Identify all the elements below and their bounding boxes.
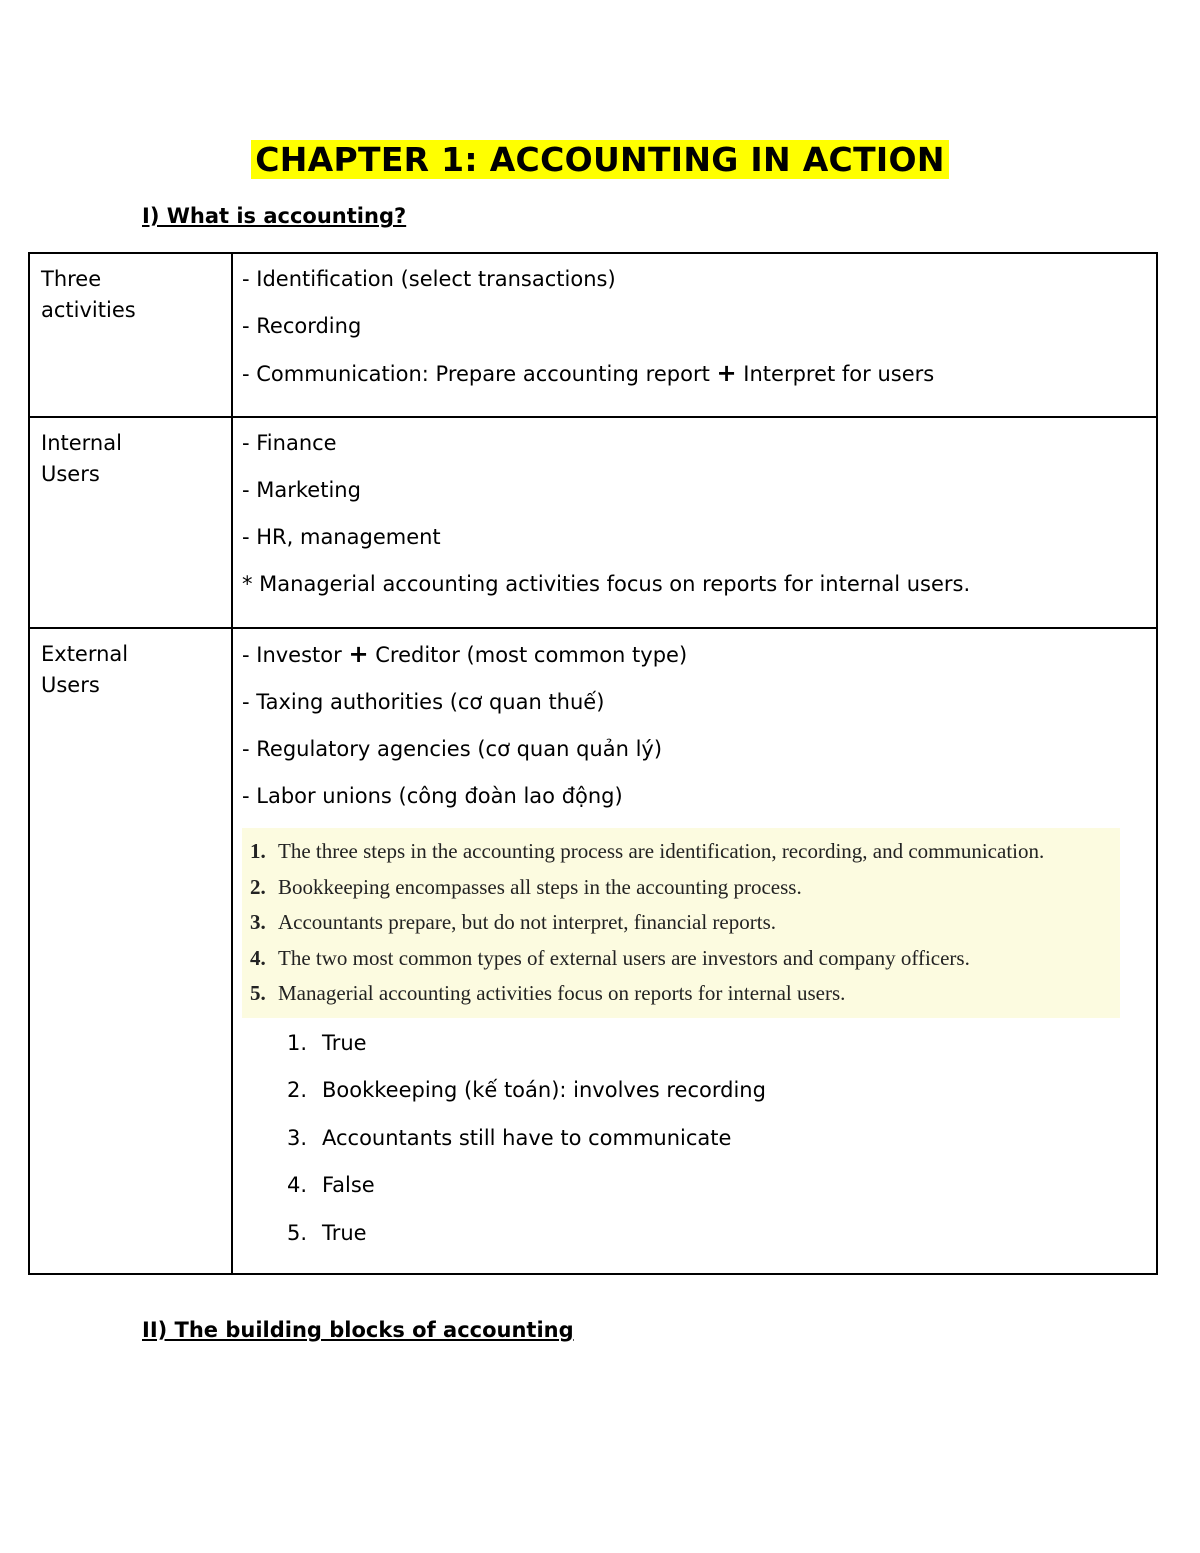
row-label-line: External [41, 642, 129, 666]
plus-symbol: + [716, 359, 737, 387]
answer-list [242, 1028, 1146, 1249]
answer-item [287, 1123, 1146, 1154]
answer-number: 2. [287, 1078, 308, 1102]
row-content [232, 417, 1157, 628]
row-label [29, 628, 232, 1274]
chapter-title: CHAPTER 1: ACCOUNTING IN ACTION [251, 140, 949, 179]
list-item: - Marketing [242, 478, 361, 502]
list-item [242, 358, 1146, 390]
answer-text: False [322, 1173, 375, 1197]
answer-text: Accountants still have to communicate [322, 1125, 732, 1150]
answer-item [287, 1028, 1146, 1059]
quiz-item-text: Bookkeeping encompasses all steps in the accounting process. [278, 874, 802, 899]
answer-number: 5. [287, 1220, 308, 1245]
list-item: - Regulatory agencies (cơ quan quản lý) [242, 737, 663, 761]
row-content [232, 628, 1157, 1274]
row-label-line: Users [41, 673, 100, 697]
quiz-item-text: The two most common types of external users are investors and company officers. [278, 945, 970, 970]
list-item: - Taxing authorities (cơ quan thuế) [242, 690, 605, 714]
answer-item [287, 1075, 1146, 1106]
communication-text: - Communication: Prepare accounting report [242, 362, 717, 386]
list-item: * Managerial accounting activities focus on reports for internal users. [242, 572, 971, 596]
list-item: - Finance [242, 431, 337, 455]
table-row [29, 628, 1157, 1274]
chapter-title-wrap [0, 140, 1200, 179]
list-item: - Labor unions (công đoàn lao động) [242, 784, 623, 808]
answer-number: 4. [287, 1173, 308, 1197]
quiz-item-number: 3. [250, 910, 266, 934]
quiz-item [242, 941, 1120, 977]
quiz-item-number: 2. [250, 874, 266, 899]
quiz-excerpt [242, 828, 1120, 1018]
row-label [29, 253, 232, 417]
answer-number: 3. [287, 1125, 308, 1150]
answer-text: True [322, 1220, 367, 1245]
table-row [29, 253, 1157, 417]
plus-symbol: + [348, 640, 369, 668]
row-label-line: activities [41, 298, 136, 322]
quiz-item [242, 905, 1120, 941]
section-heading-what-is-accounting: I) What is accounting? [142, 204, 407, 228]
quiz-item-text: Managerial accounting activities focus on reports for internal users. [278, 981, 846, 1005]
section-heading-building-blocks: II) The building blocks of accounting [142, 1318, 574, 1342]
answer-item [287, 1170, 1146, 1201]
quiz-item-text: Accountants prepare, but do not interpret, financial reports. [278, 910, 776, 934]
answer-item [287, 1218, 1146, 1249]
list-item: - Identification (select transactions) [242, 267, 616, 291]
creditor-text: Creditor (most common type) [375, 643, 688, 667]
quiz-item-text: The three steps in the accounting process are identification, recording, and communication. [278, 839, 1045, 863]
quiz-item-number: 1. [250, 839, 266, 863]
row-content [232, 253, 1157, 417]
list-item: - HR, management [242, 525, 441, 549]
answer-text: Bookkeeping (kế toán): involves recording [322, 1078, 766, 1102]
answer-number: 1. [287, 1030, 308, 1055]
investor-text: - Investor [242, 643, 349, 667]
row-label-line: Users [41, 462, 100, 486]
list-item: - Recording [242, 314, 362, 338]
quiz-item-number: 5. [250, 981, 266, 1005]
list-item [242, 639, 1146, 671]
row-label-line: Three [41, 267, 102, 291]
quiz-item-number: 4. [250, 945, 266, 970]
quiz-item [242, 870, 1120, 906]
row-label [29, 417, 232, 628]
table-row [29, 417, 1157, 628]
quiz-item [242, 834, 1120, 870]
communication-text-end: Interpret for users [743, 362, 935, 386]
answer-text: True [322, 1030, 367, 1055]
accounting-table [28, 252, 1158, 1275]
quiz-item [242, 976, 1120, 1012]
row-label-line: Internal [41, 431, 122, 455]
